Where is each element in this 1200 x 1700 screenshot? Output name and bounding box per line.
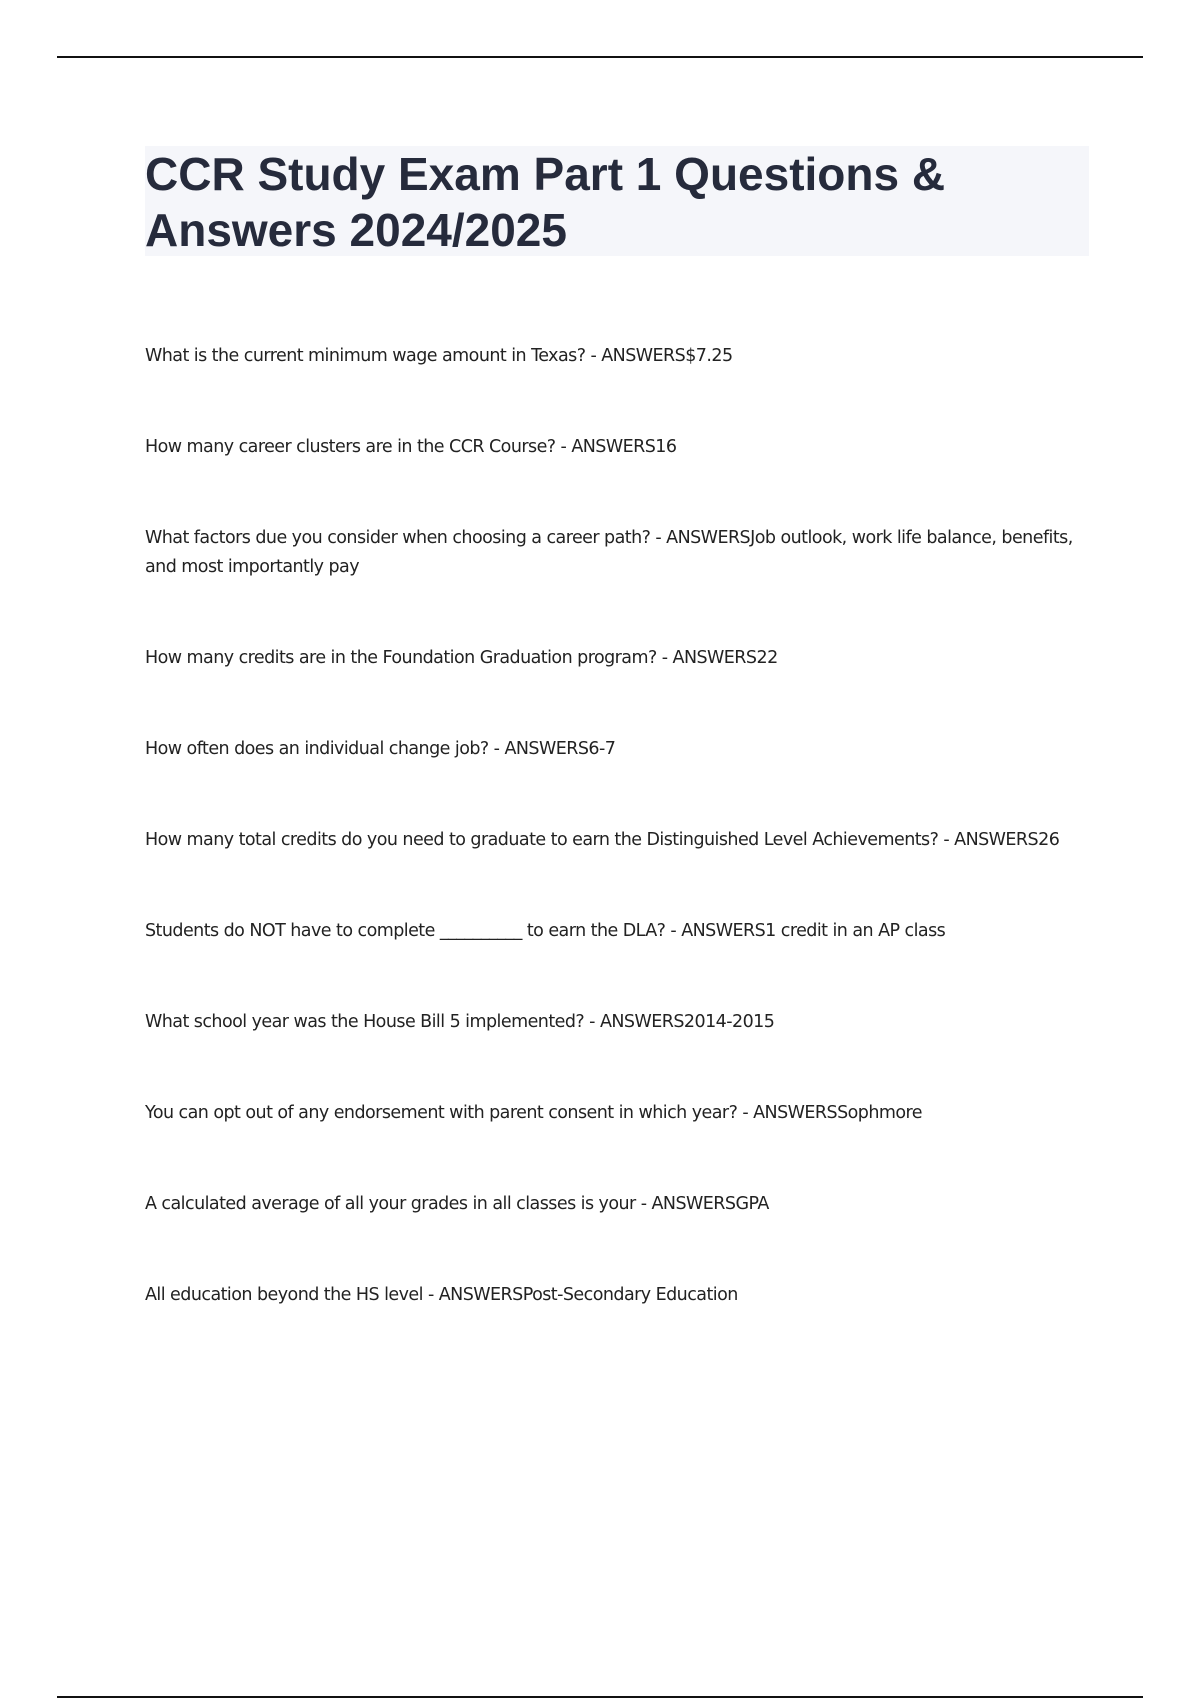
question-text: All education beyond the HS level <box>145 1285 423 1305</box>
qa-item <box>145 342 1090 371</box>
qa-item <box>145 826 1090 855</box>
qa-item <box>145 433 1090 462</box>
qa-item <box>145 917 1090 946</box>
question-text: How many total credits do you need to graduate to earn the Distinguished Level Achievements? <box>145 830 939 850</box>
answer-text: 16 <box>655 437 677 457</box>
answer-text: Sophmore <box>837 1103 923 1123</box>
qa-item <box>145 735 1090 764</box>
answer-marker: - ANSWERS <box>422 1285 523 1305</box>
answer-marker: - ANSWERS <box>665 921 766 941</box>
qa-item <box>145 1099 1090 1128</box>
answer-marker: - ANSWERS <box>635 1194 736 1214</box>
answer-marker: - ANSWERS <box>938 830 1039 850</box>
question-text: What school year was the House Bill 5 implemented? <box>145 1012 585 1032</box>
answer-marker: - ANSWERS <box>737 1103 838 1123</box>
question-text: You can opt out of any endorsement with parent consent in which year? <box>145 1103 738 1123</box>
bottom-rule <box>57 1696 1143 1698</box>
title-block <box>145 146 1089 256</box>
question-text: How many career clusters are in the CCR Course? <box>145 437 556 457</box>
qa-item <box>145 1281 1090 1310</box>
answer-marker: - ANSWERS <box>488 739 589 759</box>
question-text: What factors due you consider when choosing a career path? <box>145 528 651 548</box>
answer-marker: - ANSWERS <box>656 648 757 668</box>
qa-item <box>145 1190 1090 1219</box>
answer-marker: - ANSWERS <box>585 346 686 366</box>
answer-text: 22 <box>756 648 778 668</box>
question-text: Students do NOT have to complete __________ to earn the DLA? <box>145 921 666 941</box>
answer-text: 26 <box>1038 830 1060 850</box>
answer-text: GPA <box>735 1194 769 1214</box>
question-text: What is the current minimum wage amount in Texas? <box>145 346 586 366</box>
qa-list <box>145 342 1090 1310</box>
answer-marker: - ANSWERS <box>555 437 656 457</box>
answer-text: 2014-2015 <box>683 1012 775 1032</box>
answer-text: $7.25 <box>685 346 733 366</box>
qa-item <box>145 524 1090 582</box>
question-text: How many credits are in the Foundation Graduation program? <box>145 648 657 668</box>
document-title: CCR Study Exam Part 1 Questions & Answers 2024/2025 <box>145 148 946 256</box>
qa-item <box>145 644 1090 673</box>
answer-text: 1 credit in an AP class <box>765 921 946 941</box>
answer-text: Post-Secondary Education <box>522 1285 738 1305</box>
question-text: How often does an individual change job? <box>145 739 489 759</box>
answer-text: 6-7 <box>588 739 616 759</box>
question-text: A calculated average of all your grades in all classes is your <box>145 1194 636 1214</box>
answer-marker: - ANSWERS <box>650 528 751 548</box>
answer-marker: - ANSWERS <box>584 1012 684 1032</box>
qa-item <box>145 1008 1090 1037</box>
answer-text: Job outlook, work life balance, benefits, and most importantly pay <box>145 528 1073 577</box>
top-rule <box>57 56 1143 58</box>
